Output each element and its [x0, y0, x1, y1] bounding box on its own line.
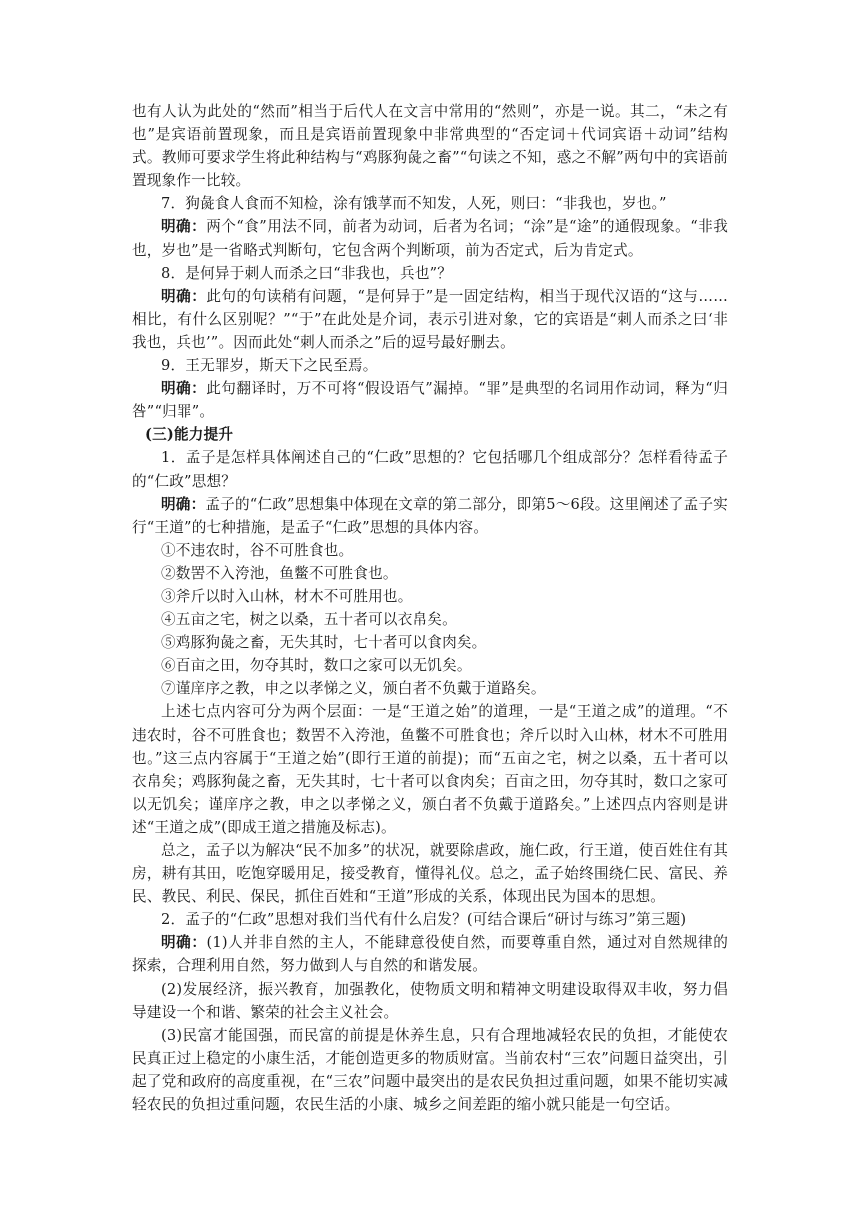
question-2: 2．孟子的“仁政”思想对我们当代有什么启发？(可结合课后“研讨与练习”第三题) — [161, 911, 687, 929]
section-heading: (三)能力提升 — [145, 426, 234, 444]
answer-1 — [132, 493, 728, 539]
question-8: 8．是何异于刺人而杀之曰“非我也，兵也”？ — [161, 264, 453, 282]
question-1: 1．孟子是怎样具体阐述自己的“仁政”思想的？它包括哪几个组成部分？怎样看待孟子的“仁政”思想？ — [132, 449, 728, 490]
answer-2 — [132, 931, 728, 977]
answer-point-3: (3)民富才能国强，而民富的前提是休养生息，只有合理地减轻农民的负担，才能使农民真正过上稳定的小康生活，才能创造更多的物质财富。当前农村“三农”问题日益突出，引起了党和政府的高度重视，在“三农”问题中最突出的是农民负担过重问题，如果不能切实减轻农民的负担过重问题，农民生活的小康、城乡之间差距的缩小就只能是一句空话。 — [132, 1026, 728, 1114]
paragraph-analysis: 上述七点内容可分为两个层面：一是“王道之始”的道理，一是“王道之成”的道理。“不违农时，谷不可胜食也；数罟不入洿池，鱼鳖不可胜食也；斧斤以时入山林，材木不可胜用也。”这三点内容属于“王道之始”(即行王道的前提)；而“五亩之宅，树之以桑，五十者可以衣帛矣；鸡豚狗彘之畜，无失其时，七十者可以食肉矣；百亩之田，勿夺其时，数口之家可以无饥矣；谨庠序之教，申之以孝悌之义，颁白者不负戴于道路矣。”上述四点内容则是讲述“王道之成”(即成王道之措施及标志)。 — [132, 703, 728, 836]
list-item: ②数罟不入洿池，鱼鳖不可胜食也。 — [161, 564, 398, 582]
list-item: ④五亩之宅，树之以桑，五十者可以衣帛矣。 — [161, 611, 457, 629]
answer-label: 明确： — [161, 287, 207, 305]
answer-text: 此句翻译时，万不可将“假设语气”漏掉。“罪”是典型的名词用作动词，释为“归咎”“归罪”。 — [132, 380, 728, 421]
answer-text: 孟子的“仁政”思想集中体现在文章的第二部分，即第5～6段。这里阐述了孟子实行“王道”的七种措施，是孟子“仁政”思想的具体内容。 — [132, 495, 728, 536]
paragraph-summary: 总之，孟子以为解决“民不加多”的状况，就要除虐政，施仁政，行王道，使百姓住有其房，耕有其田，吃饱穿暖用足，接受教育，懂得礼仪。总之，孟子始终围绕仁民、富民、养民、教民、利民、保民，抓住百姓和“王道”形成的关系，体现出民为国本的思想。 — [132, 842, 728, 906]
paragraph-intro: 也有人认为此处的“然而”相当于后代人在文言中常用的“然则”，亦是一说。其二，“未之有也”是宾语前置现象，而且是宾语前置现象中非常典型的“否定词＋代词宾语＋动词”结构式。教师可要求学生将此种结构与“鸡豚狗彘之畜”“句读之不知，惑之不解”两句中的宾语前置现象作一比较。 — [132, 103, 728, 190]
list-item: ⑦谨庠序之教，申之以孝悌之义，颁白者不负戴于道路矣。 — [161, 680, 546, 698]
list-item: ③斧斤以时入山林，材木不可胜用也。 — [161, 587, 413, 605]
answer-9 — [132, 377, 728, 423]
question-7: 7．狗彘食人食而不知检，涂有饿莩而不知发，人死，则曰：“非我也，岁也。” — [161, 195, 667, 213]
answer-label: 明确： — [161, 495, 206, 513]
answer-point-2: (2)发展经济，振兴教育，加强教化，使物质文明和精神文明建设取得双丰收，努力倡导建设一个和谐、繁荣的社会主义社会。 — [132, 980, 728, 1021]
answer-label: 明确： — [161, 380, 207, 398]
answer-text: 此句的句读稍有问题，“是何异于”是一固定结构，相当于现代汉语的“这与……相比，有什么区别呢？”“于”在此处是介词，表示引进对象，它的宾语是“刺人而杀之曰‘非我也，兵也’”。因而此处“刺人而杀之”后的逗号最好删去。 — [132, 287, 728, 351]
answer-8 — [132, 285, 728, 354]
list-item: ①不违农时，谷不可胜食也。 — [161, 541, 354, 559]
answer-label: 明确： — [161, 218, 207, 236]
answer-label: 明确： — [161, 934, 207, 952]
answer-text: (1)人并非自然的主人，不能肆意役使自然，而要尊重自然，通过对自然规律的探索，合理利用自然，努力做到人与自然的和谐发展。 — [132, 934, 728, 975]
question-9: 9．王无罪岁，斯天下之民至焉。 — [161, 357, 378, 375]
list-item: ⑤鸡豚狗彘之畜，无失其时，七十者可以食肉矣。 — [161, 634, 487, 652]
answer-text: 两个“食”用法不同，前者为动词，后者为名词；“涂”是“途”的通假现象。“非我也，岁也”是一省略式判断句，它包含两个判断项，前为否定式，后为肯定式。 — [132, 218, 728, 259]
answer-7 — [132, 215, 728, 261]
list-item: ⑥百亩之田，勿夺其时，数口之家可以无饥矣。 — [161, 657, 472, 675]
